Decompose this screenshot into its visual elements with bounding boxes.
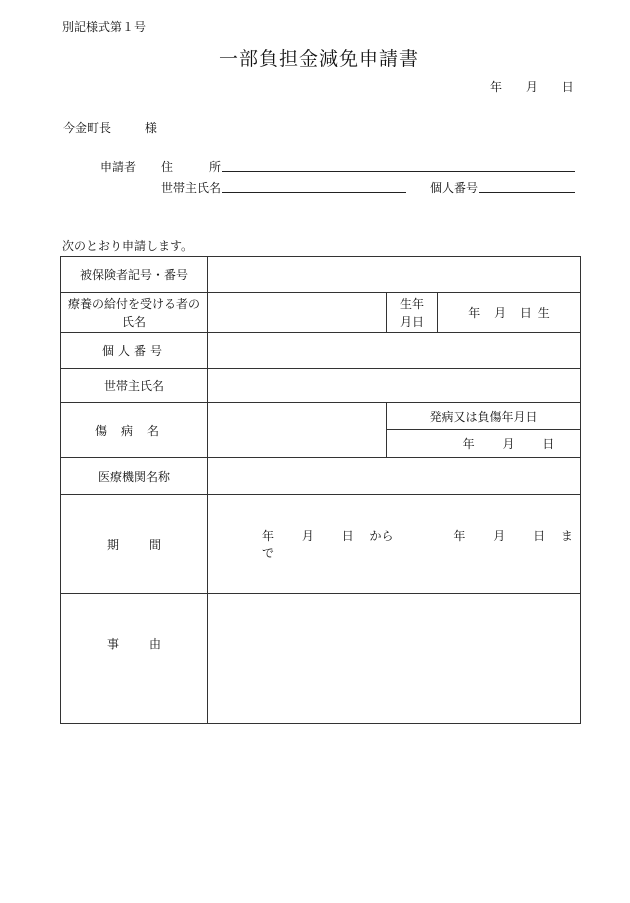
personal-number-field[interactable] <box>479 192 575 193</box>
illness-field[interactable] <box>208 403 387 458</box>
period-start-month: 月 <box>301 529 314 543</box>
period-end-year: 年 <box>453 529 466 543</box>
period-until: まで <box>262 529 573 560</box>
date-month: 月 <box>525 80 538 94</box>
row-householder <box>61 369 581 403</box>
row-insured-number <box>61 257 581 293</box>
birth-day: 日 <box>519 306 532 320</box>
reason-field[interactable] <box>208 594 581 724</box>
recipient-name-label <box>61 293 208 333</box>
row-period <box>61 495 581 594</box>
personal-number-label: 個人番号 <box>430 181 479 195</box>
householder-cell[interactable] <box>208 369 581 403</box>
birth-label-line2: 月日 <box>399 314 424 329</box>
reason-label: 事由 <box>61 594 208 724</box>
period-label: 期間 <box>61 495 208 594</box>
personal-number-label-cell: 個人番号 <box>61 333 208 369</box>
intro-text: 次のとおり申請します。 <box>62 239 194 253</box>
period-start-year: 年 <box>262 529 275 543</box>
onset-label: 発病又は負傷年月日 <box>387 403 581 430</box>
insured-number-label: 被保険者記号・番号 <box>61 257 208 293</box>
recipient-name-label-line2: 氏名 <box>121 314 146 329</box>
personal-number-cell[interactable] <box>208 333 581 369</box>
insured-number-field[interactable] <box>208 257 581 293</box>
submission-date <box>490 78 574 95</box>
birth-month: 月 <box>494 306 507 320</box>
period-from: から <box>369 529 394 543</box>
date-year: 年 <box>490 80 503 94</box>
onset-date-field[interactable] <box>387 430 581 458</box>
form-number: 別記様式第１号 <box>62 20 147 34</box>
row-reason <box>61 594 581 724</box>
address-label-2: 所 <box>209 160 222 174</box>
period-field[interactable] <box>208 495 581 594</box>
addressee <box>63 119 157 136</box>
onset-month: 月 <box>502 437 515 451</box>
birth-label <box>387 293 438 333</box>
address-field[interactable] <box>222 171 575 172</box>
address-label-1: 住 <box>161 160 174 174</box>
illness-label: 傷病名 <box>61 403 208 458</box>
addressee-name: 今金町長 <box>63 121 112 135</box>
row-institution <box>61 458 581 495</box>
document-title: 一部負担金減免申請書 <box>219 48 420 70</box>
recipient-name-label-line1: 療養の給付を受ける者の <box>67 296 200 311</box>
date-day: 日 <box>561 80 574 94</box>
institution-label: 医療機関名称 <box>61 458 208 495</box>
householder-field[interactable] <box>222 192 406 193</box>
row-recipient <box>61 293 581 333</box>
application-table <box>60 256 581 724</box>
householder-label-cell: 世帯主氏名 <box>61 369 208 403</box>
period-start-day: 日 <box>341 529 354 543</box>
applicant-label: 申請者 <box>100 160 137 174</box>
onset-day: 日 <box>542 437 555 451</box>
householder-label: 世帯主氏名 <box>161 181 222 195</box>
addressee-honorific: 様 <box>144 121 157 135</box>
period-end-day: 日 <box>533 529 546 543</box>
onset-year: 年 <box>462 437 475 451</box>
birth-label-line1: 生年 <box>399 296 424 311</box>
birth-suffix: 生 <box>537 306 550 320</box>
institution-field[interactable] <box>208 458 581 495</box>
row-personal-number <box>61 333 581 369</box>
row-illness-top <box>61 403 581 430</box>
birth-year: 年 <box>468 306 481 320</box>
recipient-name-field[interactable] <box>208 293 387 333</box>
period-end-month: 月 <box>493 529 506 543</box>
birth-date-field[interactable] <box>438 293 581 333</box>
